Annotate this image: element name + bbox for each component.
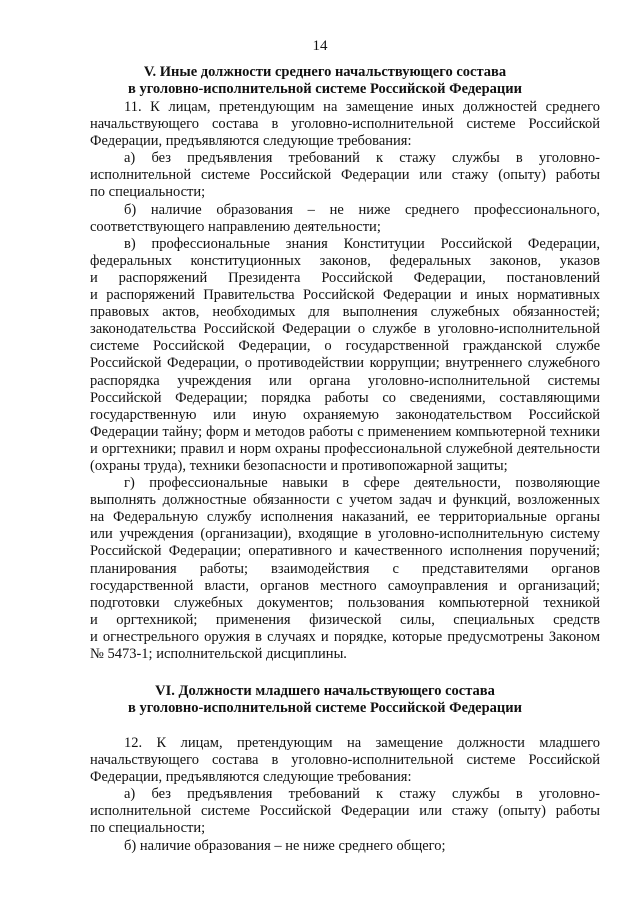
text-line: и оргтехники; правил и норм охраны профессиональной служебной деятельности bbox=[90, 440, 600, 457]
section-5-title-line-2: в уголовно-исполнительной системе Российской Федерации bbox=[128, 81, 522, 97]
text-line: исполнительной системе Российской Федерации или стажу (опыту) работы bbox=[90, 803, 600, 820]
text-line: Российской Федерации; порядка работы со сведениями, составляющими bbox=[90, 389, 600, 406]
text-line: Российской Федерации, о противодействии коррупции; внутреннего служебного bbox=[90, 355, 600, 372]
text-line: б) наличие образования – не ниже среднего профессионального, bbox=[124, 201, 600, 218]
text-line: правовых актов, необходимых для выполнения служебных обязанностей; bbox=[90, 304, 600, 321]
section-6-body bbox=[90, 735, 600, 855]
text-line: выполнять должностные обязанности с учетом задач и функций, возложенных bbox=[90, 492, 600, 509]
section-6-heading bbox=[90, 683, 560, 717]
text-line: системе Российской Федерации, о государственной гражданской службе bbox=[90, 338, 600, 355]
text-line: законодательства Российской Федерации о службе в уголовно-исполнительной bbox=[90, 321, 600, 338]
text-line: и распоряжений Президента Российской Федерации, постановлений bbox=[90, 269, 600, 286]
section-6-title-line-1: VI. Должности младшего начальствующего состава bbox=[155, 683, 495, 699]
text-line: государственную или иную охраняемую законодательством Российской bbox=[90, 406, 600, 423]
text-line: соответствующего направлению деятельности; bbox=[90, 218, 381, 235]
text-line: № 5473-1; исполнительской дисциплины. bbox=[90, 646, 347, 662]
text-line: или учреждения (организации), входящие в уголовно-исполнительную систему bbox=[90, 526, 600, 543]
text-line: Федерации, предъявляются следующие требования: bbox=[90, 133, 412, 150]
text-line: 11. К лицам, претендующим на замещение иных должностей среднего bbox=[124, 99, 600, 115]
text-line: б) наличие образования – не ниже среднего общего; bbox=[124, 837, 446, 854]
text-line: г) профессиональные навыки в сфере деятельности, позволяющие bbox=[124, 475, 600, 492]
section-5-title-line-1: V. Иные должности среднего начальствующего состава bbox=[143, 64, 507, 80]
text-line: начальствующего состава в уголовно-исполнительной системе Российской bbox=[90, 116, 600, 133]
text-line: федеральных конституционных законов, федеральных законов, указов bbox=[90, 252, 600, 269]
text-line: исполнительной системе Российской Федерации или стажу (опыту) работы bbox=[90, 167, 600, 184]
section-5-heading bbox=[90, 64, 560, 98]
text-line: и огнестрельного оружия в случаях и порядке, которые предусмотрены Законом bbox=[90, 628, 600, 645]
text-line: (охраны труда), техники безопасности и противопожарной защиты; bbox=[90, 457, 508, 474]
section-5-body bbox=[90, 99, 600, 663]
text-line: планирования работы; взаимодействия с представителями органов bbox=[90, 560, 600, 577]
text-line: на Федеральную службу исполнения наказаний, ее территориальные органы bbox=[90, 509, 600, 526]
text-line: а) без предъявления требований к стажу службы в уголовно- bbox=[124, 150, 600, 167]
page-number: 14 bbox=[312, 38, 328, 54]
text-line: подготовки служебных документов; пользования компьютерной техникой bbox=[90, 594, 600, 611]
text-line: распорядка учреждения или органа уголовно-исполнительной системы bbox=[90, 372, 600, 389]
text-line: и распоряжений Правительства Российской Федерации и иных нормативных bbox=[90, 287, 600, 304]
text-line: Российской Федерации; оперативного и качественного исполнения поручений; bbox=[90, 543, 600, 560]
text-line: государственной власти, органов местного самоуправления и организаций; bbox=[90, 577, 600, 594]
text-line: а) без предъявления требований к стажу службы в уголовно- bbox=[124, 786, 600, 803]
text-line: Федерации, предъявляются следующие требования: bbox=[90, 769, 412, 786]
text-line: 12. К лицам, претендующим на замещение должности младшего bbox=[124, 735, 600, 751]
text-line: начальствующего состава в уголовно-исполнительной системе Российской bbox=[90, 752, 600, 769]
text-line: в) профессиональные знания Конституции Российской Федерации, bbox=[124, 235, 600, 252]
text-line: и оргтехникой; применения физической силы, специальных средств bbox=[90, 611, 600, 628]
text-line: Федерации тайну; форм и методов работы с применением компьютерной техники bbox=[90, 423, 600, 440]
section-6-title-line-2: в уголовно-исполнительной системе Российской Федерации bbox=[128, 700, 522, 716]
text-line: по специальности; bbox=[90, 184, 206, 201]
text-line: по специальности; bbox=[90, 820, 206, 837]
